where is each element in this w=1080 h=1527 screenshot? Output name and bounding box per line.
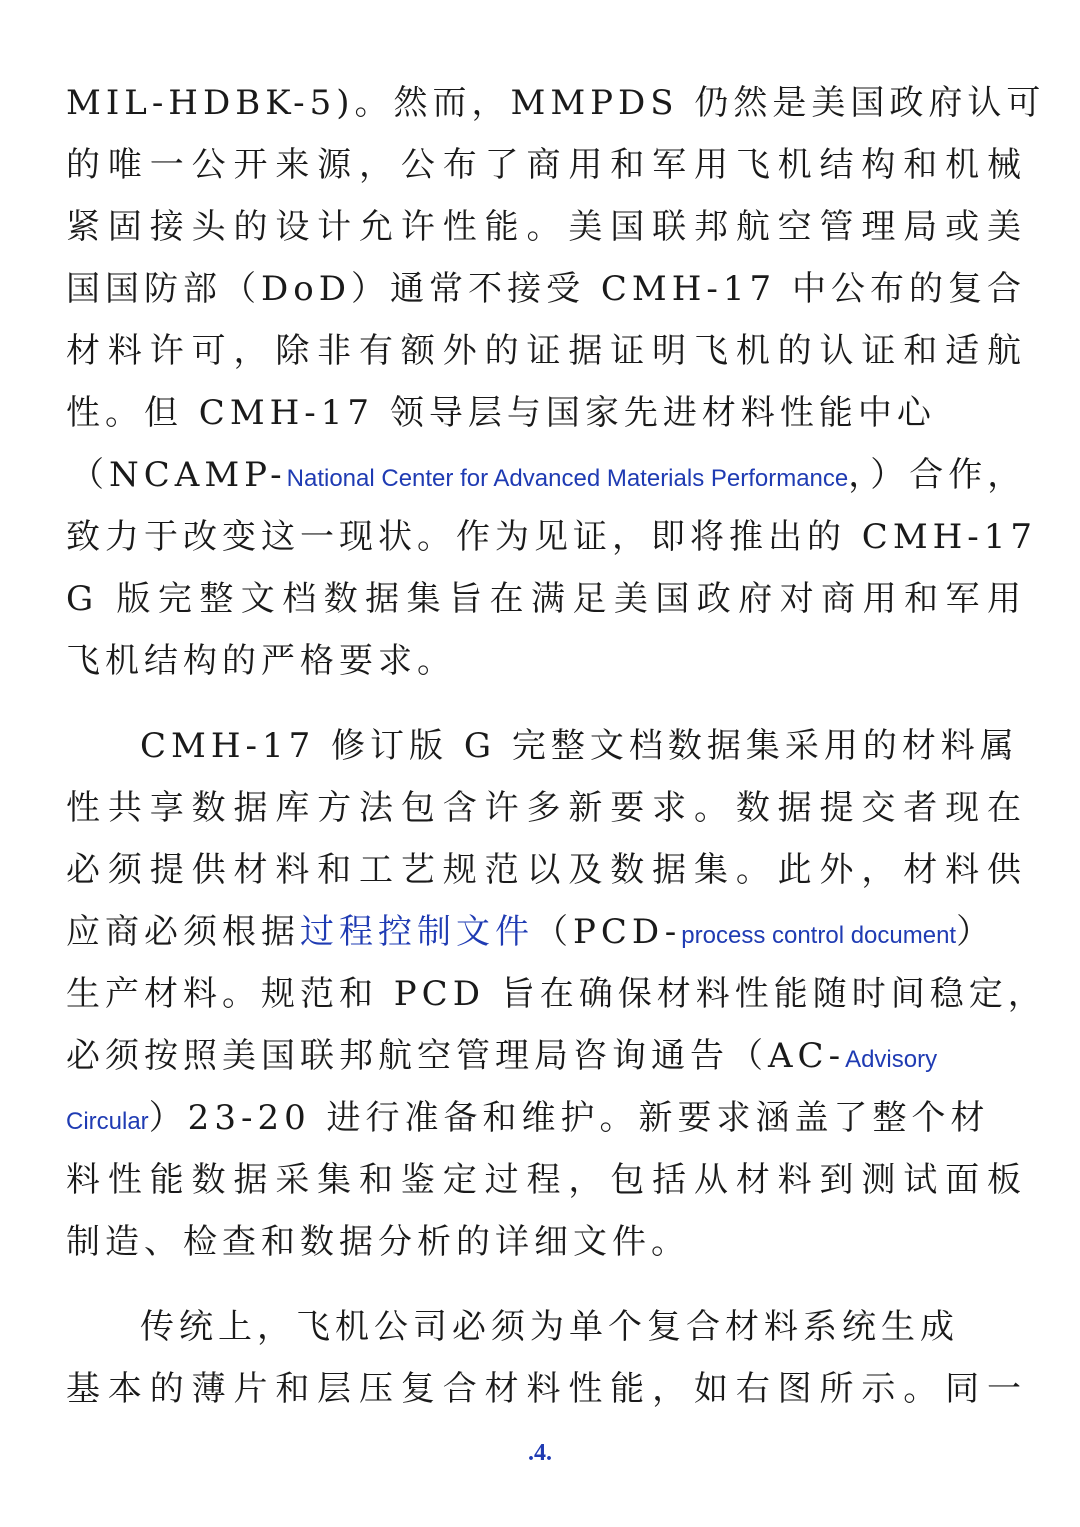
pcd-line	[66, 901, 1026, 963]
pcd-suffix: ）	[956, 912, 996, 952]
ncamp-suffix: ，）合作，	[848, 455, 1027, 495]
pcd-mid: （PCD-	[534, 912, 682, 952]
ac-line	[66, 1025, 1026, 1087]
text-line: 性共享数据库方法包含许多新要求。数据提交者现在	[66, 788, 1026, 828]
page-number: .4.	[528, 1440, 552, 1466]
text-line: 基本的薄片和层压复合材料性能，如右图所示。同一	[66, 1369, 1026, 1409]
text-line: 国国防部（DoD）通常不接受 CMH-17 中公布的复合	[66, 269, 1026, 309]
ac-prefix: 必须按照美国联邦航空管理局咨询通告（AC-	[66, 1036, 846, 1076]
text-line: 生产材料。规范和 PCD 旨在确保材料性能随时间稳定，	[66, 974, 1047, 1014]
circular-suffix: ）23-20 进行准备和维护。新要求涵盖了整个材	[148, 1098, 990, 1138]
paragraph-2	[66, 715, 1047, 1273]
text-line: 紧固接头的设计允许性能。美国联邦航空管理局或美	[66, 207, 1026, 247]
text-line: MIL-HDBK-5)。然而，MMPDS 仍然是美国政府认可	[66, 83, 1046, 123]
ac-english: Advisory	[845, 1046, 938, 1073]
ncamp-prefix: （NCAMP-	[70, 455, 287, 495]
text-line: G 版完整文档数据集旨在满足美国政府对商用和军用	[66, 579, 1026, 619]
text-line: CMH-17 修订版 G 完整文档数据集采用的材料属	[140, 726, 1019, 766]
circular-line	[66, 1087, 1026, 1149]
text-line: 料性能数据采集和鉴定过程，包括从材料到测试面板	[66, 1160, 1026, 1200]
text-line: 必须提供材料和工艺规范以及数据集。此外，材料供	[66, 850, 1026, 890]
text-line: 致力于改变这一现状。作为见证，即将推出的 CMH-17	[66, 517, 1038, 557]
text-line: 制造、检查和数据分析的详细文件。	[66, 1222, 690, 1262]
paragraph-1	[66, 72, 1046, 692]
pcd-link[interactable]: 过程控制文件	[300, 912, 534, 952]
paragraph-3	[66, 1296, 1026, 1420]
text-line: 飞机结构的严格要求。	[66, 641, 456, 681]
circular-english: Circular	[66, 1108, 149, 1135]
ncamp-english: National Center for Advanced Materials Performance	[286, 465, 849, 492]
pcd-prefix: 应商必须根据	[66, 912, 300, 952]
text-line: 性。但 CMH-17 领导层与国家先进材料性能中心	[66, 393, 936, 433]
text-line: 的唯一公开来源，公布了商用和军用飞机结构和机械	[66, 145, 1026, 185]
text-line: 材料许可，除非有额外的证据证明飞机的认证和适航	[66, 331, 1026, 371]
pcd-english: process control document	[681, 922, 957, 949]
ncamp-line	[66, 444, 1026, 506]
text-line: 传统上，飞机公司必须为单个复合材料系统生成	[140, 1307, 959, 1347]
